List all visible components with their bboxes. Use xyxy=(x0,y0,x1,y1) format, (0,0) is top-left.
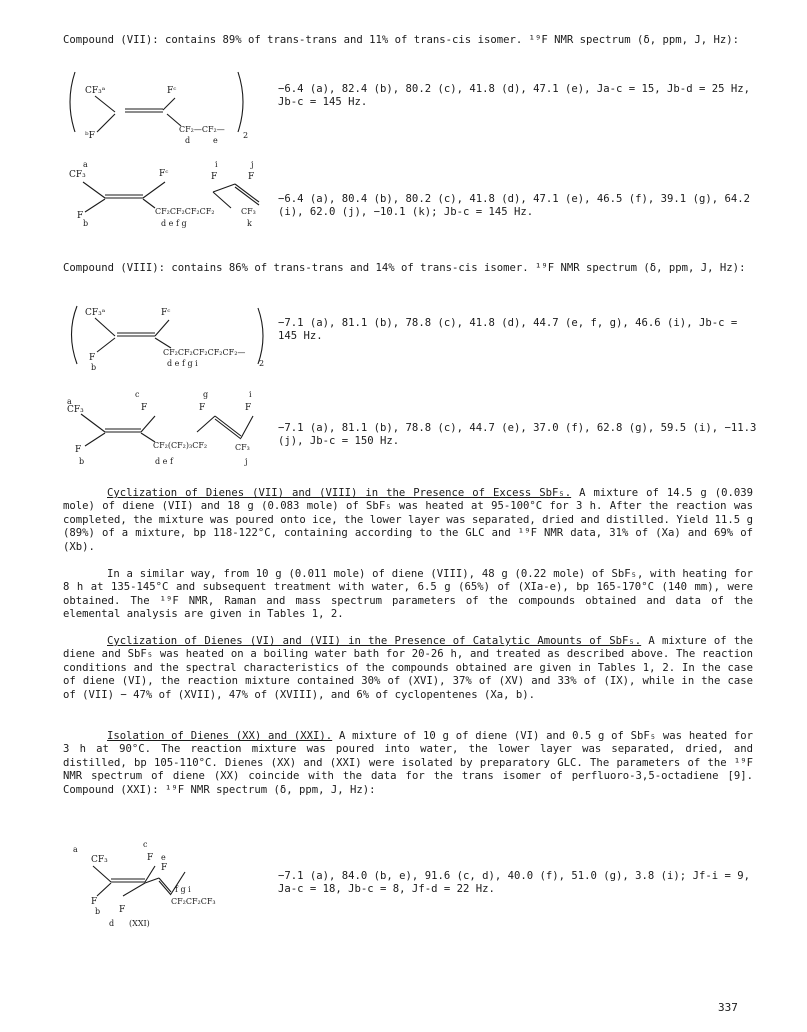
label: k xyxy=(247,219,252,228)
structure-4 xyxy=(63,388,273,474)
paren-left xyxy=(70,72,75,132)
label: a xyxy=(83,160,88,169)
label: f g i xyxy=(175,885,191,894)
label: CF₂—CF₂— xyxy=(179,125,225,134)
label: j xyxy=(251,160,254,169)
label: e xyxy=(161,853,166,862)
paragraph-cyclization-catalytic xyxy=(63,635,753,702)
paragraph-diene-viii: In a similar way, from 10 g (0.011 mole) of diene (VIII), 48 g (0.22 mole) of SbF₅, with heating for 8 h at 135-145°C and subsequent treatment with water, 6.5 g (65%) of (XIa-e), bp 165-170°C (140 mm), were obtained. The ¹⁹F NMR, Raman and mass spectrum parameters of the compounds obtained and data of the elemental analysis are given in Tables 1, 2. xyxy=(63,568,753,621)
structure-1 xyxy=(63,62,263,148)
label: b xyxy=(79,457,85,466)
label: i xyxy=(249,390,252,399)
label: d xyxy=(185,136,191,145)
label: CF₂(CF₂)₃CF₂ xyxy=(153,441,208,450)
struct4-nmr-data: −7.1 (a), 81.1 (b), 78.8 (c), 44.7 (e), 37.0 (f), 62.8 (g), 59.5 (i), −11.3 (j), Jb-c = 150 Hz. xyxy=(278,422,757,448)
structure-3 xyxy=(63,296,273,380)
label: b xyxy=(95,907,101,916)
label: CF₃ xyxy=(67,405,84,415)
label: c xyxy=(135,390,140,399)
struct5-nmr-data: −7.1 (a), 84.0 (b, e), 91.6 (c, d), 40.0 (f), 51.0 (g), 3.8 (i); Jf-i = 9, Ja-c = 18, Jb-c = 8, Jf-d = 22 Hz. xyxy=(278,870,750,896)
label: F xyxy=(91,897,98,907)
label: F xyxy=(245,403,252,413)
struct3-nmr-data: −7.1 (a), 81.1 (b), 78.8 (c), 41.8 (d), 44.7 (e, f, g), 46.6 (i), Jb-c = 145 Hz. xyxy=(278,317,738,343)
label: i xyxy=(215,160,218,169)
compound-vii-intro: Compound (VII): contains 89% of trans-trans and 11% of trans-cis isomer. ¹⁹F NMR spectrum (δ, ppm, J, Hz): xyxy=(63,34,740,46)
paragraph-text: A mixture of 14.5 g (0.039 mole) of diene (VII) and 18 g (0.083 mole) of SbF₅ was heated at 95-100°C for 3 h. After the reaction was completed, the mixture was poured onto ice, the lower layer was separated, dried and distilled. Yield 11.5 g (89%) of a mixture, bp 118-122°C, containing according to the GLC and ¹⁹F NMR data, 31% of (Xa) and 69% of (Xb). xyxy=(63,487,753,553)
label: CF₃ xyxy=(91,855,108,865)
label: j xyxy=(245,457,248,466)
bond xyxy=(95,96,115,112)
label: F xyxy=(199,403,206,413)
structure-2 xyxy=(63,146,273,230)
label: F xyxy=(75,445,82,455)
paragraph-text: A mixture of 10 g of diene (VI) and 0.5 g of SbF₅ was heated for 3 h at 90°C. The reaction mixture was poured into water, the lower layer was separated, dried, and distilled, bp 105-110°C. Dienes (XX) and (XXI) were isolated by preparatory GLC. The parameters of the ¹⁹F NMR spectrum of diene (XX) coincide with the data for the trans isomer of perfluoro-3,5-octadiene [9]. Compound (XXI): ¹⁹F NMR spectrum (δ, ppm, J, Hz): xyxy=(63,730,753,796)
label: b xyxy=(91,363,97,372)
label: CF₃ᵃ xyxy=(85,308,106,318)
label: F xyxy=(248,172,255,182)
label: d e f xyxy=(155,457,173,466)
label: d e f g i xyxy=(167,359,198,368)
label: Fᶜ xyxy=(159,169,169,179)
label: 2 xyxy=(243,131,249,140)
label: CF₃ xyxy=(69,170,86,180)
section-heading: Cyclization of Dienes (VII) and (VIII) in the Presence of Excess SbF₅. xyxy=(107,487,572,499)
label: CF₃ xyxy=(241,207,256,216)
label: d xyxy=(109,919,115,928)
struct2-nmr-data: −6.4 (a), 80.4 (b), 80.2 (c), 41.8 (d), 47.1 (e), 46.5 (f), 39.1 (g), 64.2 (i), 62.0 (j), −10.1 (k); Jb-c = 145 Hz. xyxy=(278,193,750,219)
paragraph-text: A mixture of the diene and SbF₅ was heated on a boiling water bath for 20-26 h, and treated as described above. The reaction conditions and the spectral characteristics of the compounds obtained are given in Tables 1, 2. In the case of diene (VI), the reaction mixture contained 30% of (XVI), 37% of (XV) and 33% of (IX), while in the case of (VII) − 47% of (XVII), 47% of (XVIII), and 6% of cyclopentenes (Xa, b). xyxy=(63,635,753,701)
label: e xyxy=(213,136,218,145)
label: ᵇF xyxy=(85,131,95,141)
label: F xyxy=(77,211,84,221)
structure-xxi xyxy=(63,838,263,932)
label: (XXI) xyxy=(129,919,150,928)
label: c xyxy=(143,840,148,849)
label: a xyxy=(67,397,72,406)
label: CF₃ xyxy=(235,443,250,452)
page-number: 337 xyxy=(718,1001,738,1014)
section-heading: Isolation of Dienes (XX) and (XXI). xyxy=(107,730,333,742)
label: 2 xyxy=(259,359,265,368)
label: b xyxy=(83,219,89,228)
section-heading: Cyclization of Dienes (VI) and (VII) in the Presence of Catalytic Amounts of SbF₅. xyxy=(107,635,642,647)
label: F xyxy=(119,905,126,915)
label: Fᶜ xyxy=(167,86,177,96)
compound-viii-intro: Compound (VIII): contains 86% of trans-trans and 14% of trans-cis isomer. ¹⁹F NMR spectrum (δ, ppm, J, Hz): xyxy=(63,262,746,274)
paren-right xyxy=(258,308,263,364)
label: CF₂CF₂CF₂CF₂ xyxy=(155,207,215,216)
paren-left xyxy=(72,306,78,364)
label: Fᶜ xyxy=(161,308,171,318)
paragraph-isolation xyxy=(63,730,753,797)
label: g xyxy=(203,390,209,399)
paragraph-cyclization-excess xyxy=(63,487,753,554)
label: CF₃ᵃ xyxy=(85,86,106,96)
label: CF₂CF₂CF₂CF₂CF₂— xyxy=(163,348,246,357)
label: a xyxy=(73,845,78,854)
label: d e f g xyxy=(161,219,187,228)
struct1-nmr-data: −6.4 (a), 82.4 (b), 80.2 (c), 41.8 (d), 47.1 (e), Ja-c = 15, Jb-d = 25 Hz, Jb-c = 145 Hz. xyxy=(278,83,750,109)
paren-right xyxy=(238,72,243,132)
label: F xyxy=(89,353,96,363)
label: F xyxy=(211,172,218,182)
label: F xyxy=(147,853,154,863)
label: F xyxy=(141,403,148,413)
label: CF₂CF₂CF₃ xyxy=(171,897,216,906)
label: F xyxy=(161,863,168,873)
